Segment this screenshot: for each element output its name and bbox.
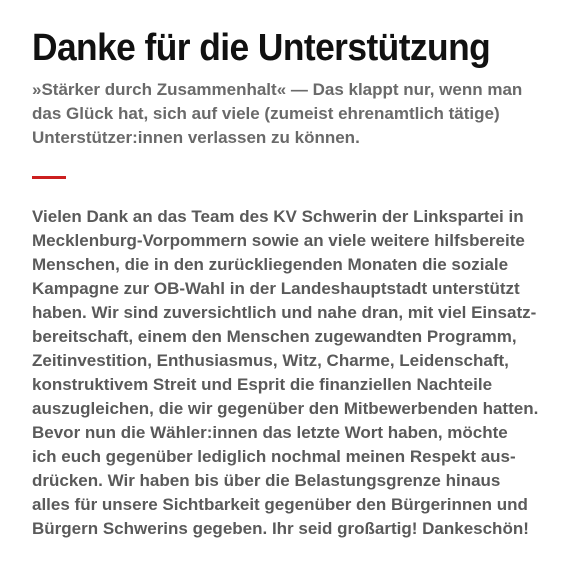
lead-line: das Glück hat, sich auf viele (zumeist ehrenamtlich tätige): [32, 104, 500, 123]
lead-line: »Stärker durch Zusammenhalt« — Das klappt nur, wenn man: [32, 80, 523, 99]
body-line: Vielen Dank an das Team des KV Schwerin der Linkspartei in: [32, 207, 524, 226]
accent-divider: [32, 176, 66, 179]
page-title: Danke für die Unterstützung: [32, 27, 491, 69]
lead-line: Unterstützer:innen verlassen zu können.: [32, 128, 360, 147]
body-line: haben. Wir sind zuversichtlich und nahe dran, mit viel Einsatz-: [32, 303, 537, 322]
body-paragraph: [32, 205, 560, 541]
body-line: bereitschaft, einem den Menschen zugewandten Programm,: [32, 327, 517, 346]
body-line: Zeitinvestition, Enthusiasmus, Witz, Charme, Leidenschaft,: [32, 351, 509, 370]
body-line: Menschen, die in den zurückliegenden Monaten die soziale: [32, 255, 509, 274]
body-line: Bevor nun die Wähler:innen das letzte Wort haben, möchte: [32, 423, 508, 442]
body-line: Kampagne zur OB-Wahl in der Landeshauptstadt unterstützt: [32, 279, 520, 298]
body-line: drücken. Wir haben bis über die Belastungsgrenze hinaus: [32, 471, 501, 490]
body-line: auszugleichen, die wir gegenüber den Mitbewerbenden hatten.: [32, 399, 539, 418]
body-line: ich euch gegenüber lediglich nochmal meinen Respekt aus-: [32, 447, 516, 466]
body-line: alles für unsere Sichtbarkeit gegenüber den Bürgerinnen und: [32, 495, 528, 514]
body-line: konstruktivem Streit und Esprit die finanziellen Nachteile: [32, 375, 493, 394]
body-line: Mecklenburg-Vorpommern sowie an viele weitere hilfsbereite: [32, 231, 525, 250]
body-line: Bürgern Schwerins gegeben. Ihr seid großartig! Dankeschön!: [32, 519, 529, 538]
lead-paragraph: [32, 78, 552, 150]
